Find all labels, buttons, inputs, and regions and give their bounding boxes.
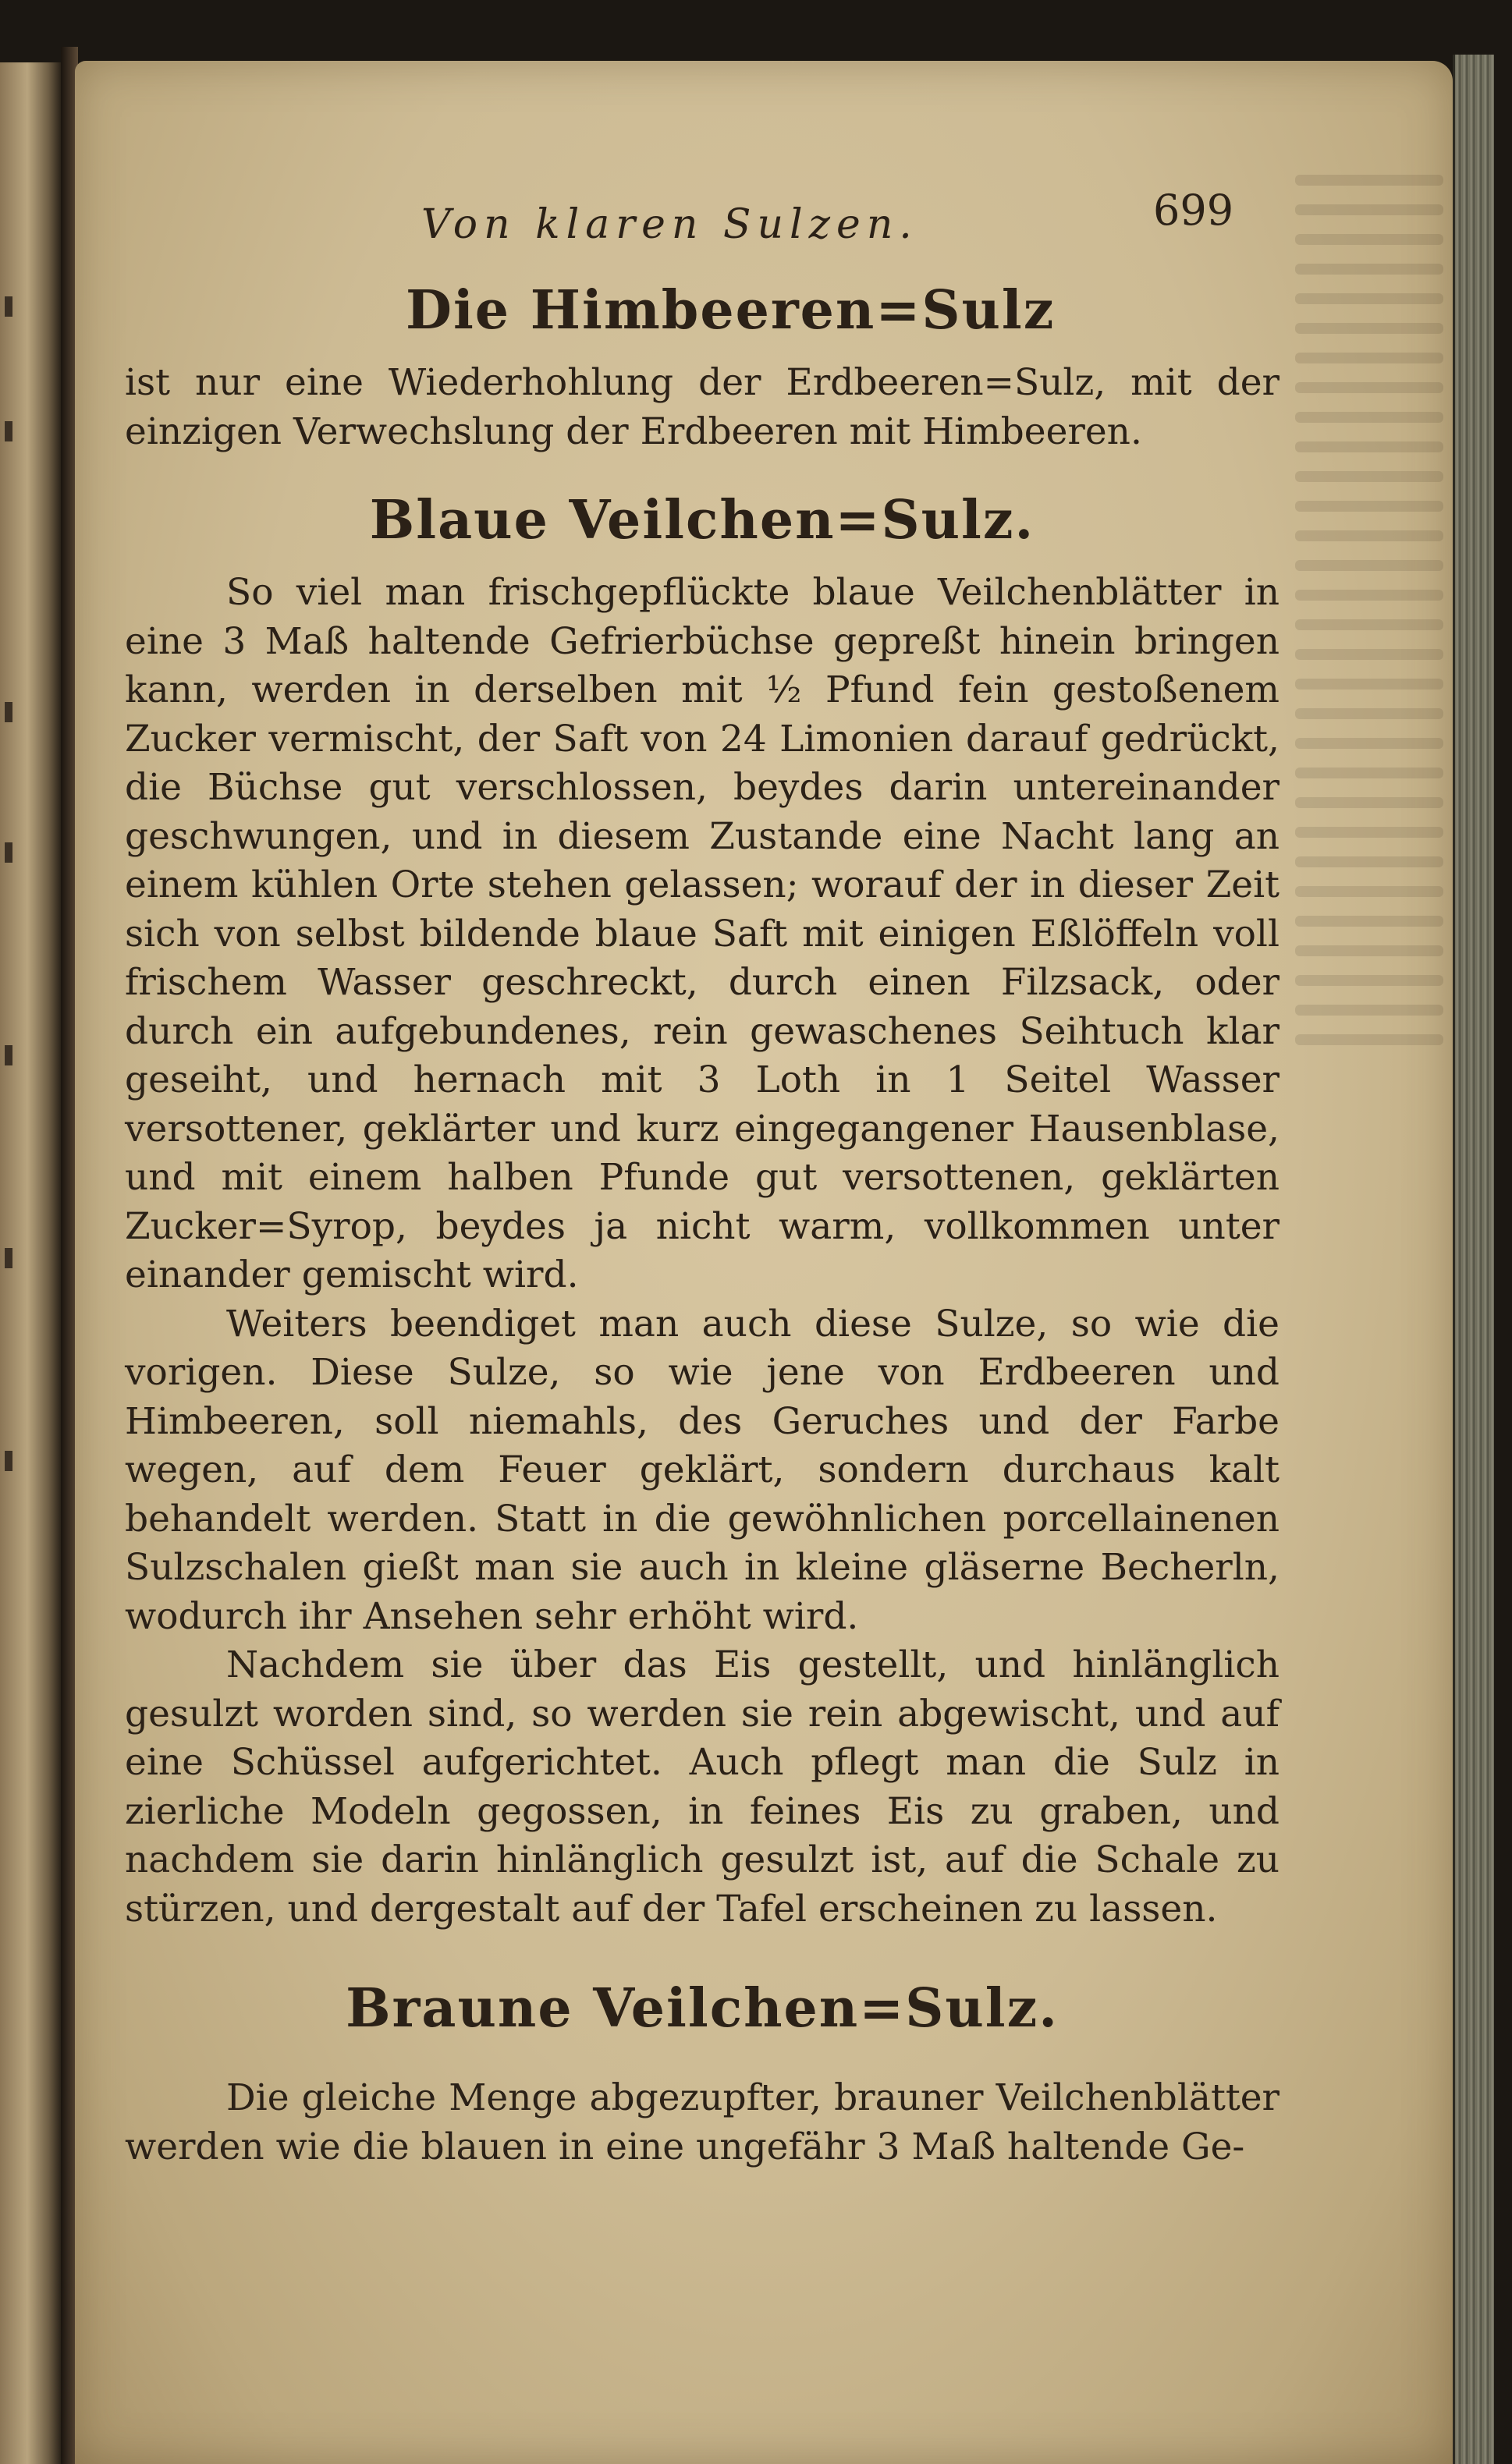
paragraph: So viel man frischgepflückte blaue Veilchenblätter in eine 3 Maß haltende Gefrierbüchse gepreßt hinein bringen kann, werden in derselben mit ½ Pfund fein gestoßenem Zucker vermischt, der Saft von 24 Limonien darauf gedrückt, die Büchse gut verschlossen, beydes darin untereinander geschwungen, und in diesem Zustande eine Nacht lang an einem kühlen Orte stehen gelassen; worauf der in dieser Zeit sich von selbst bildende blaue Saft mit einigen Eßlöffeln voll frischem Wasser geschreckt, durch einen Filzsack, oder durch ein aufgebundenes, rein gewaschenes Seihtuch klar geseiht, und hernach mit 3 Loth in 1 Seitel Wasser versottener, geklärter und kurz eingegangener Hausenblase, und mit einem halben Pfunde gut versottenen, geklärten Zucker=Syrop, beydes ja nicht warm, vollkommen unter einander gemischt wird.	[125, 571, 1280, 1296]
running-title: Von klaren Sulzen.	[421, 201, 918, 248]
paragraph: Nachdem sie über das Eis gestellt, und hinlänglich gesulzt worden sind, so werden sie rein abgewischt, und auf eine Schüssel aufgerichtet. Auch pflegt man die Sulz in zierliche Modeln gegossen, in feines Eis zu graben, und nachdem sie darin hinlänglich gesulzt ist, auf die Schale zu stürzen, und dergestalt auf der Tafel erscheinen zu lassen.	[125, 1643, 1280, 1930]
section-heading: Braune Veilchen=Sulz.	[346, 1977, 1059, 2040]
section-heading: Die Himbeeren=Sulz	[406, 279, 1056, 342]
page-text	[125, 186, 1280, 2172]
section-heading: Blaue Veilchen=Sulz.	[369, 489, 1035, 551]
running-head	[125, 186, 1280, 279]
page-stack-edge	[1453, 55, 1494, 2464]
paragraph: ist nur eine Wiederhohlung der Erdbeeren=Sulz, mit der einzigen Verwechslung der Erdbeeren mit Himbeeren.	[125, 361, 1280, 453]
page-number: 699	[1153, 186, 1234, 235]
left-page-edge	[0, 62, 61, 2464]
left-page-text-fragments	[5, 296, 20, 1466]
paragraph: Weiters beendiget man auch diese Sulze, so wie die vorigen. Diese Sulze, so wie jene von Erdbeeren und Himbeeren, soll niemahls, des Geruches und der Farbe wegen, auf dem Feuer geklärt, sondern durchaus kalt behandelt werden. Statt in die gewöhnlichen porcellainenen Sulzschalen gießt man sie auch in kleine gläserne Becherln, wodurch ihr Ansehen sehr erhöht wird.	[125, 1302, 1280, 1638]
paragraph: Die gleiche Menge abgezupfter, brauner Veilchenblätter werden wie die blauen in eine ungefähr 3 Maß haltende Ge-	[125, 2076, 1280, 2168]
